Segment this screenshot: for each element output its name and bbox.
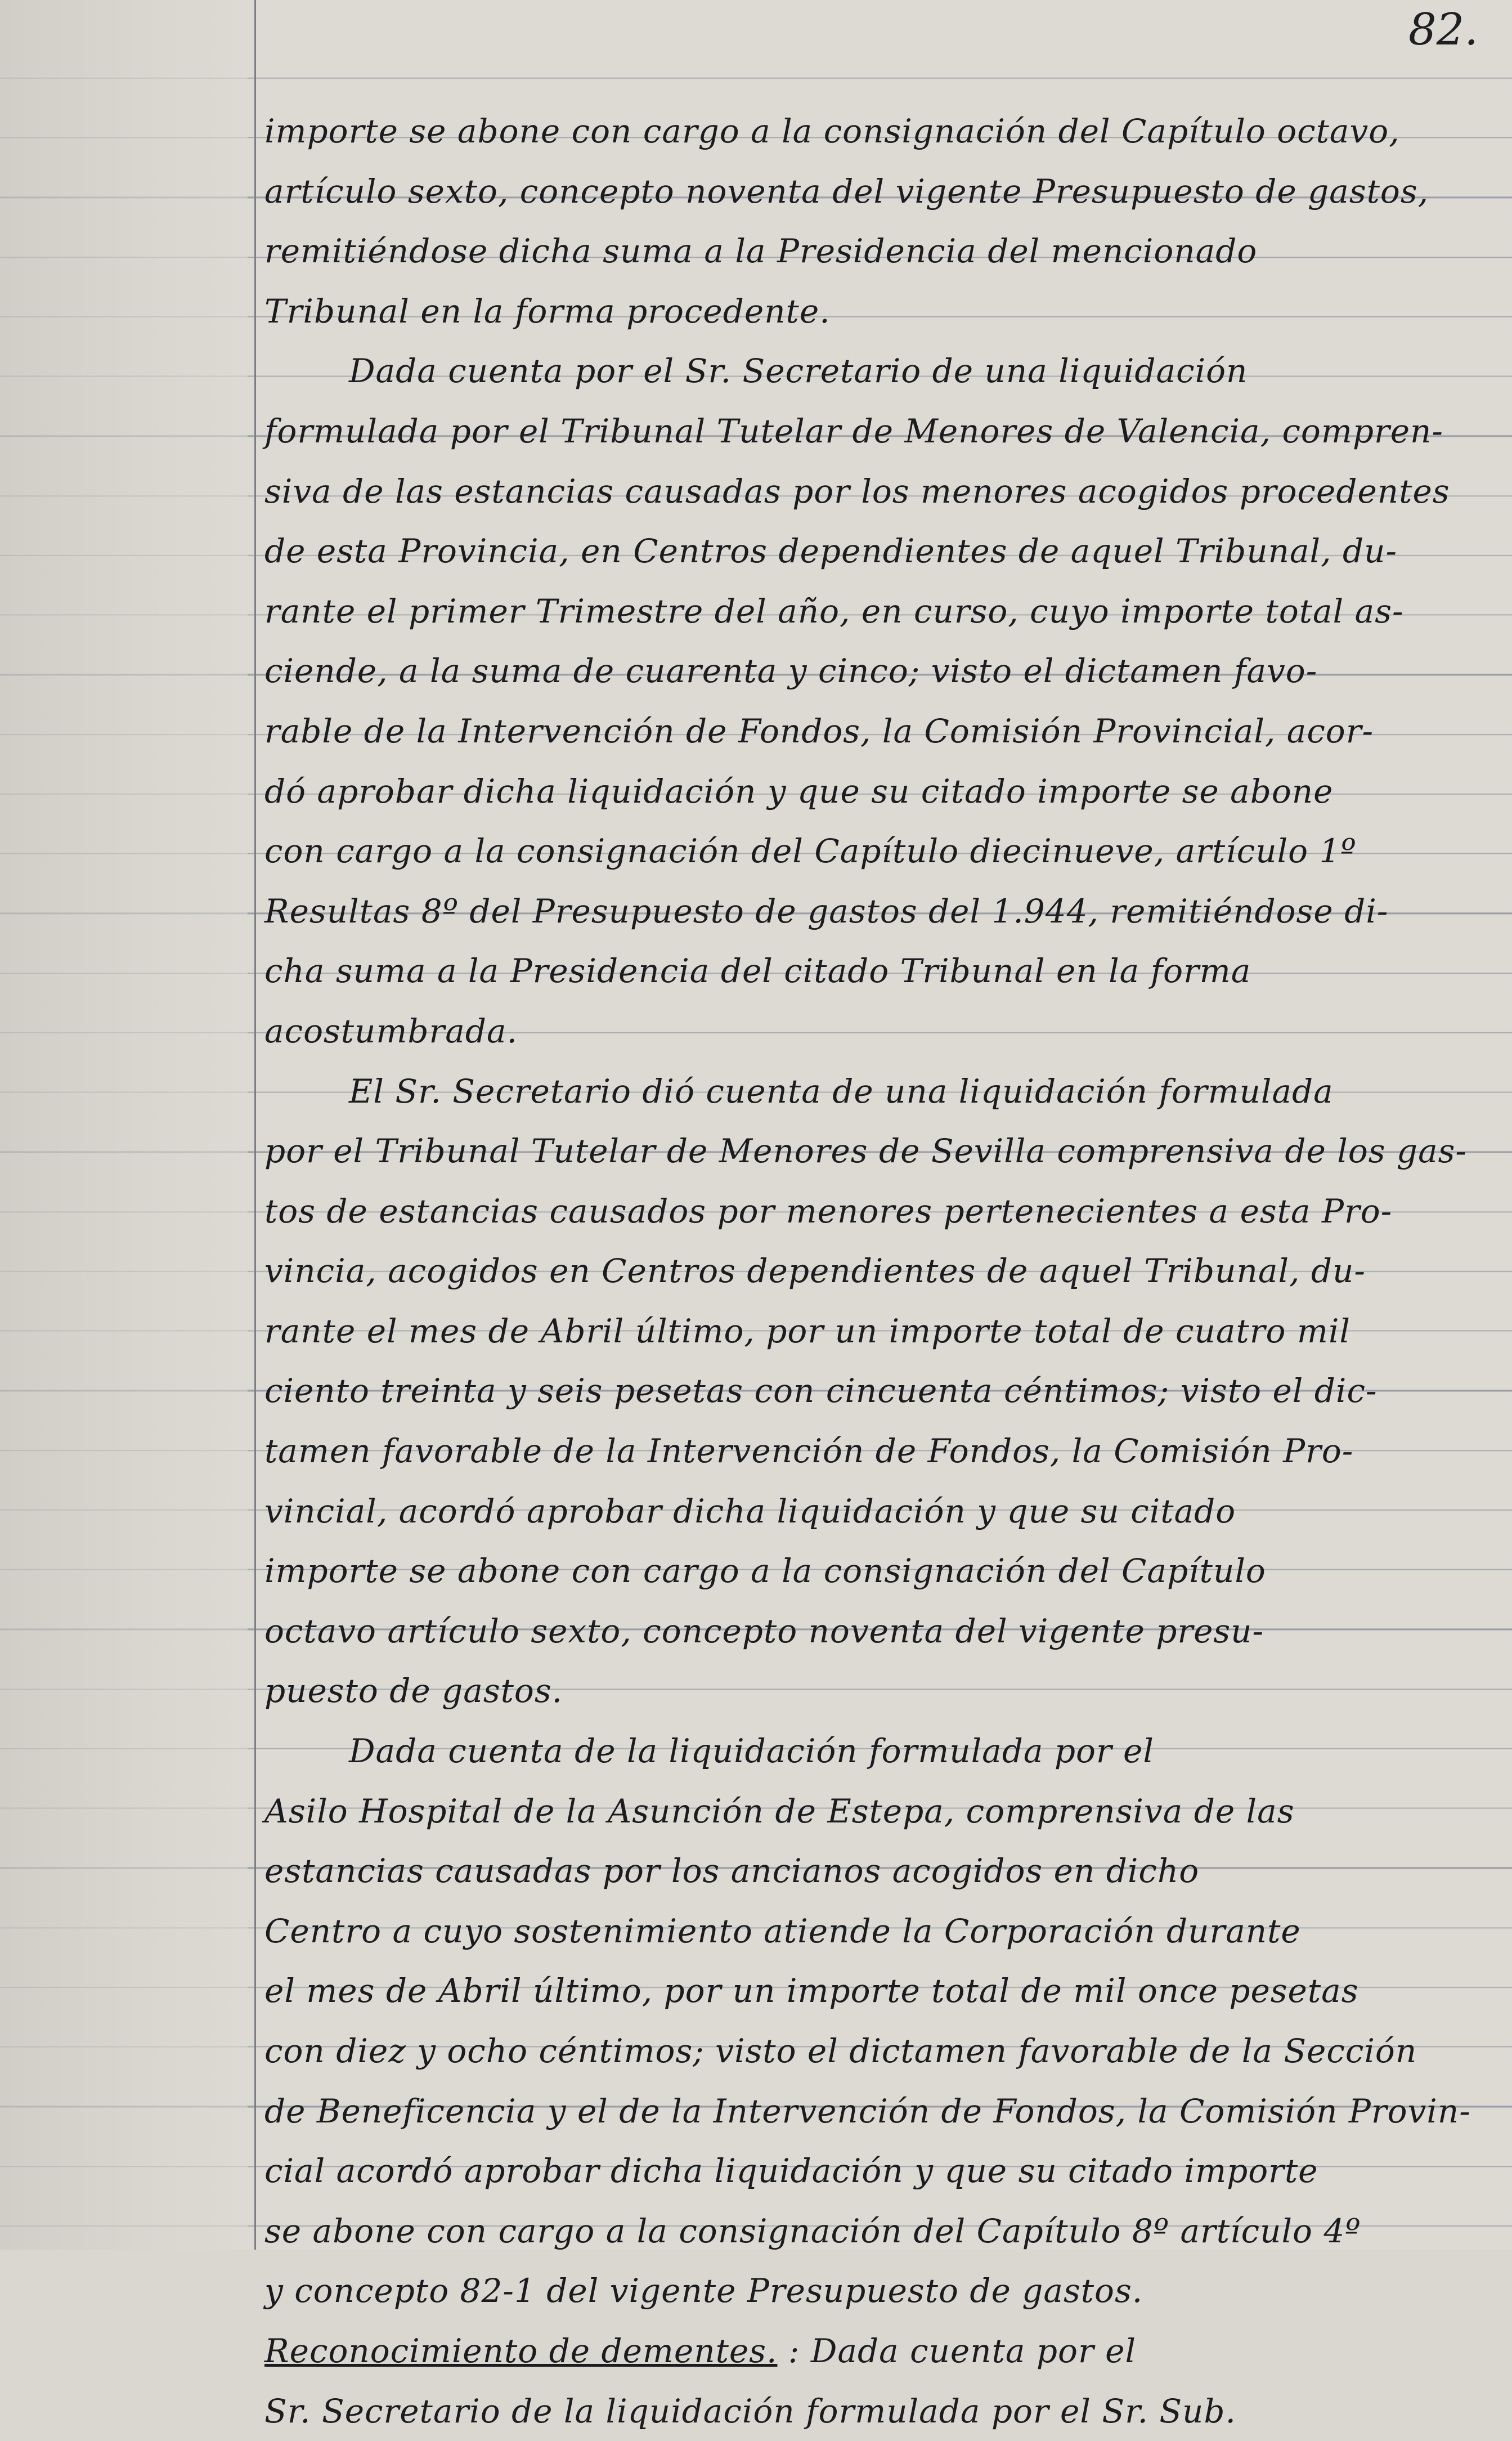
text-line: importe se abone con cargo a la consignación del Capítulo octavo, xyxy=(264,112,1400,150)
text-line: rante el mes de Abril último, por un importe total de cuatro mil xyxy=(264,1311,1351,1350)
text-line: artículo sexto, concepto noventa del vigente Presupuesto de gastos, xyxy=(264,172,1429,210)
text-line: ciento treinta y seis pesetas con cincuenta céntimos; visto el dic- xyxy=(264,1372,1378,1410)
margin-rule xyxy=(254,0,256,2250)
text-line: rante el primer Trimestre del año, en curso, cuyo importe total as- xyxy=(264,592,1404,630)
text-line: con diez y ocho céntimos; visto el dictamen favorable de la Sección xyxy=(264,2032,1417,2070)
text-line: tos de estancias causados por menores pertenecientes a esta Pro- xyxy=(264,1192,1393,1230)
text-line: tamen favorable de la Intervención de Fondos, la Comisión Pro- xyxy=(264,1432,1354,1471)
text-line: de esta Provincia, en Centros dependientes de aquel Tribunal, du- xyxy=(264,532,1398,571)
text-line: formulada por el Tribunal Tutelar de Menores de Valencia, compren- xyxy=(264,411,1443,450)
text-line: Dada cuenta por el Sr. Secretario de una liquidación xyxy=(349,352,1248,391)
text-line: ciende, a la suma de cuarenta y cinco; visto el dictamen favo- xyxy=(264,652,1318,691)
text-line: acostumbrada. xyxy=(264,1011,518,1050)
handwritten-text-block xyxy=(264,101,1491,2441)
text-line: Asilo Hospital de la Asunción de Estepa, comprensiva de las xyxy=(264,1791,1295,1830)
section-heading-line xyxy=(264,2321,1491,2381)
text-line: se abone con cargo a la consignación del Capítulo 8º artículo 4º xyxy=(264,2211,1361,2250)
text-line: por el Tribunal Tutelar de Menores de Sevilla comprensiva de los gas- xyxy=(264,1132,1468,1171)
page-number: 82. xyxy=(1408,5,1478,55)
section-heading: Reconocimiento de dementes. xyxy=(264,2331,778,2370)
text-line: remitiéndose dicha suma a la Presidencia del mencionado xyxy=(264,232,1258,271)
text-line: dó aprobar dicha liquidación y que su citado importe se abone xyxy=(264,772,1334,810)
text-line: Centro a cuyo sostenimiento atiende la Corporación durante xyxy=(264,1911,1301,1950)
text-line: con cargo a la consignación del Capítulo diecinueve, artículo 1º xyxy=(264,832,1357,871)
text-line: vincial, acordó aprobar dicha liquidación y que su citado xyxy=(264,1492,1236,1530)
text-line: cha suma a la Presidencia del citado Tribunal en la forma xyxy=(264,952,1251,991)
text-line: el mes de Abril último, por un importe total de mil once pesetas xyxy=(264,1972,1359,2010)
text-line: Dada cuenta de la liquidación formulada por el xyxy=(349,1732,1154,1771)
text-line: puesto de gastos. xyxy=(264,1672,563,1710)
text-line: Sr. Secretario de la liquidación formulada por el Sr. Sub. xyxy=(264,2391,1236,2430)
text-line: de Beneficencia y el de la Intervención de Fondos, la Comisión Provin- xyxy=(264,2091,1471,2130)
text-line: vincia, acogidos en Centros dependientes de aquel Tribunal, du- xyxy=(264,1252,1366,1291)
text-line: y concepto 82-1 del vigente Presupuesto de gastos. xyxy=(264,2272,1143,2310)
text-line: octavo artículo sexto, concepto noventa del vigente presu- xyxy=(264,1611,1264,1650)
text-line: importe se abone con cargo a la consignación del Capítulo xyxy=(264,1552,1266,1591)
section-heading-continuation: : Dada cuenta por el xyxy=(788,2331,1137,2370)
text-line: rable de la Intervención de Fondos, la Comisión Provincial, acor- xyxy=(264,711,1374,750)
text-line: cial acordó aprobar dicha liquidación y que su citado importe xyxy=(264,2152,1318,2191)
text-line: estancias causadas por los ancianos acogidos en dicho xyxy=(264,1852,1200,1891)
page-left-margin xyxy=(0,0,248,2250)
text-line: Tribunal en la forma procedente. xyxy=(264,292,831,330)
text-line: Resultas 8º del Presupuesto de gastos del 1.944, remitiéndose di- xyxy=(264,892,1389,930)
text-line: siva de las estancias causadas por los menores acogidos procedentes xyxy=(264,472,1450,510)
text-line: El Sr. Secretario dió cuenta de una liquidación formulada xyxy=(349,1072,1334,1110)
